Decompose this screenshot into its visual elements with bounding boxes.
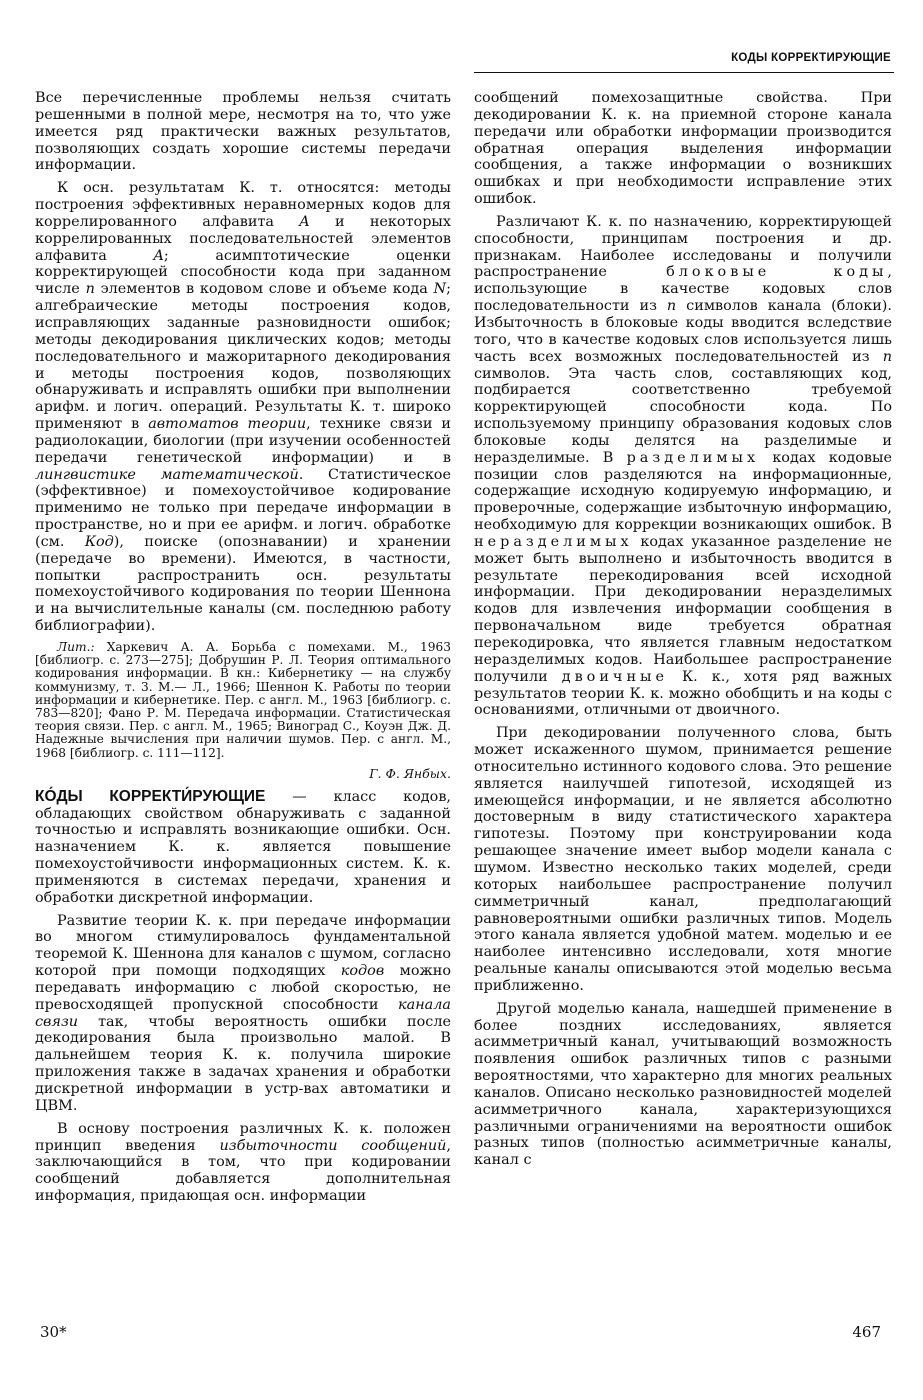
paragraph: К осн. результатам К. т. относятся: методы построения эффективных неравномерных кодов для коррелированного алфавита A и некоторых коррелированных последовательностей элементов алфавита A; асимптотические оценки корректирующей способности кода при заданном числе n элементов в кодовом слове и объеме кода N; алгебраические методы построения кодов, исправляющих заданные разновидности ошибок; методы декодирования циклических кодов; методы последовательного и мажоритарного декодирования и методы построения кодов, позволяющих обнаруживать и исправлять ошибки при выполнении арифм. и логич. операций. Результаты К. т. широко применяют в автоматов теории, технике связи и радиолокации, биологии (при изучении особенностей передачи генетической информации) и в лингвистике математической. Статистическое (эффективное) и помехоустойчивое кодирование применимо не только при передаче информации в пространстве, но и при ее арифм. и логич. обработке (см. Код), поиске (опознавании) и хранении (передаче во времени). Имеются, в частности, попытки распространить осн. результаты помехоустойчивого кодирования по теории Шеннона и на вычислительные каналы (см. последнюю работу библиографии). bbox=[35, 180, 451, 635]
cross-reference-link[interactable]: канала связи bbox=[35, 996, 451, 1030]
paragraph: сообщений помехозащитные свойства. При декодировании К. к. на приемной стороне канала передачи или обработки информации производится обратная операция выделения информации сообщения, а также информации о возникших ошибках и при необходимости исправление этих ошибок. bbox=[474, 90, 892, 208]
page-signature: 30* bbox=[40, 1323, 67, 1341]
cross-reference-link[interactable]: кодов bbox=[340, 963, 385, 980]
cross-reference-link[interactable]: Код bbox=[84, 533, 114, 550]
article-author: Г. Ф. Янбых. bbox=[369, 765, 451, 781]
entry-definition: КО́ДЫ КОРРЕКТИ́РУЮЩИЕ — класс кодов, обладающих свойством обнаруживать с заданной точностью и исправлять возникающие ошибки. Осн. назначением К. к. является повышение помехоустойчивости информационных систем. К. к. применяются в системах передачи, хранения и обработки дискретной информации. bbox=[35, 787, 451, 906]
paragraph: Другой моделью канала, нашедшей применение в более поздних исследованиях, является асимметричный канал, учитывающий возможность появления ошибок различных типов с разными вероятностями, что характерно для многих реальных каналов. Описано несколько разновидностей моделей асимметричного канала, характеризующихся различными ограничениями на вероятности ошибок разных типов (полностью асимметричные каналы, канал с bbox=[474, 1000, 892, 1169]
paragraph: В основу построения различных К. к. положен принцип введения избыточности сообщений, заключающийся в том, что при кодировании сообщений добавляется дополнительная информация, придающая осн. информации bbox=[35, 1120, 451, 1205]
paragraph: При декодировании полученного слова, быть может искаженного шумом, принимается решение относительно истинного кодового слова. Это решение является наилучшей гипотезой, исходящей из имеющейся информации, и не является абсолютно достоверным в виду статистического характера гипотезы. Поэтому при конструировании кода решающее значение имеет выбор модели канала с шумом. Известно несколько таких моделей, среди которых наибольшее распространение получил симметричный канал, предполагающий равновероятными ошибки различных типов. Модель этого канала является удобной матем. моделью и ее наиболее интенсивно исследовали, хотя многие реальные каналы описываются этой моделью весьма приближенно. bbox=[474, 725, 892, 994]
left-column bbox=[35, 90, 451, 1211]
cross-reference-link[interactable]: избыточности сообщений bbox=[219, 1137, 447, 1154]
cross-reference-link[interactable]: лингвистике математической bbox=[35, 466, 299, 483]
paragraph: Развитие теории К. к. при передаче информации во многом стимулировалось фундаментальной теоремой К. Шеннона для каналов с шумом, согласно которой при помощи подходящих кодов можно передавать информацию с любой скоростью, не превосходящей пропускной способности канала связи так, чтобы вероятность ошибки после декодирования была произвольно малой. В дальнейшем теория К. к. получила широкие приложения также в задачах хранения и обработки дискретной информации в устр-вах автоматики и ЦВМ. bbox=[35, 912, 451, 1114]
header-rule bbox=[474, 72, 894, 73]
paragraph: Различают К. к. по назначению, корректирующей способности, принципам построения и др. признакам. Наиболее исследованы и получили распространение блоковые коды, использующие в качестве кодовых слов последовательности из n символов канала (блоки). Избыточность в блоковые коды вводится вследствие того, что в качестве кодовых слов используется лишь часть всех возможных последовательностей из n символов. Эта часть слов, составляющих код, подбирается соответственно требуемой корректирующей способности кода. По используемому принципу образования кодовых слов блоковые коды делятся на разделимые и неразделимые. В разделимых кодах кодовые позиции слов разделяются на информационные, содержащие исходную кодируемую информацию, и проверочные, содержащие избыточную информацию, необходимую для коррекции возникающих ошибок. В неразделимых кодах указанное разделение не может быть выполнено и избыточность вводится в результате перекодирования всей исходной информации. При декодировании неразделимых кодов для извлечения информации сообщения в первоначальном виде требуется обратная перекодировка, что является главным недостатком неразделимых кодов. Наибольшее распространение получили двоичные К. к., хотя ряд важных результатов теории К. к. можно обобщить и на коды с основаниями, отличными от двоичного. bbox=[474, 213, 892, 719]
cross-reference-link[interactable]: автоматов теории bbox=[148, 416, 307, 433]
running-head: КОДЫ КОРРЕКТИРУЮЩИЕ bbox=[731, 52, 891, 64]
page-number: 467 bbox=[852, 1323, 881, 1341]
paragraph: Все перечисленные проблемы нельзя считать решенными в полной мере, несмотря на то, что уже имеется ряд практически важных результатов, позволяющих создать хорошие системы передачи информации. bbox=[35, 90, 451, 174]
right-column bbox=[474, 90, 892, 1175]
entry-title: КО́ДЫ КОРРЕКТИ́РУЮЩИЕ bbox=[35, 787, 266, 805]
bibliography: Лит.: Харкевич А. А. Борьба с помехами. М., 1963 [библиогр. с. 273—275]; Добрушин Р. Л. Теория оптимального кодирования информации. В кн.: Кибернетику — на службу коммунизму, т. 3. М.— Л., 1966; Шеннон К. Работы по теории информации и кибернетике. Пер. с англ. М., 1963 [библиогр. с. 783—820]; Фано Р. М. Передача информации. Статистическая теория связи. Пер. с англ. М., 1965; Виноград С., Коуэн Дж. Д. Надежные вычисления при наличии шумов. Пер. с англ. М., 1968 [библиогр. с. 111—112]. bbox=[35, 640, 451, 760]
